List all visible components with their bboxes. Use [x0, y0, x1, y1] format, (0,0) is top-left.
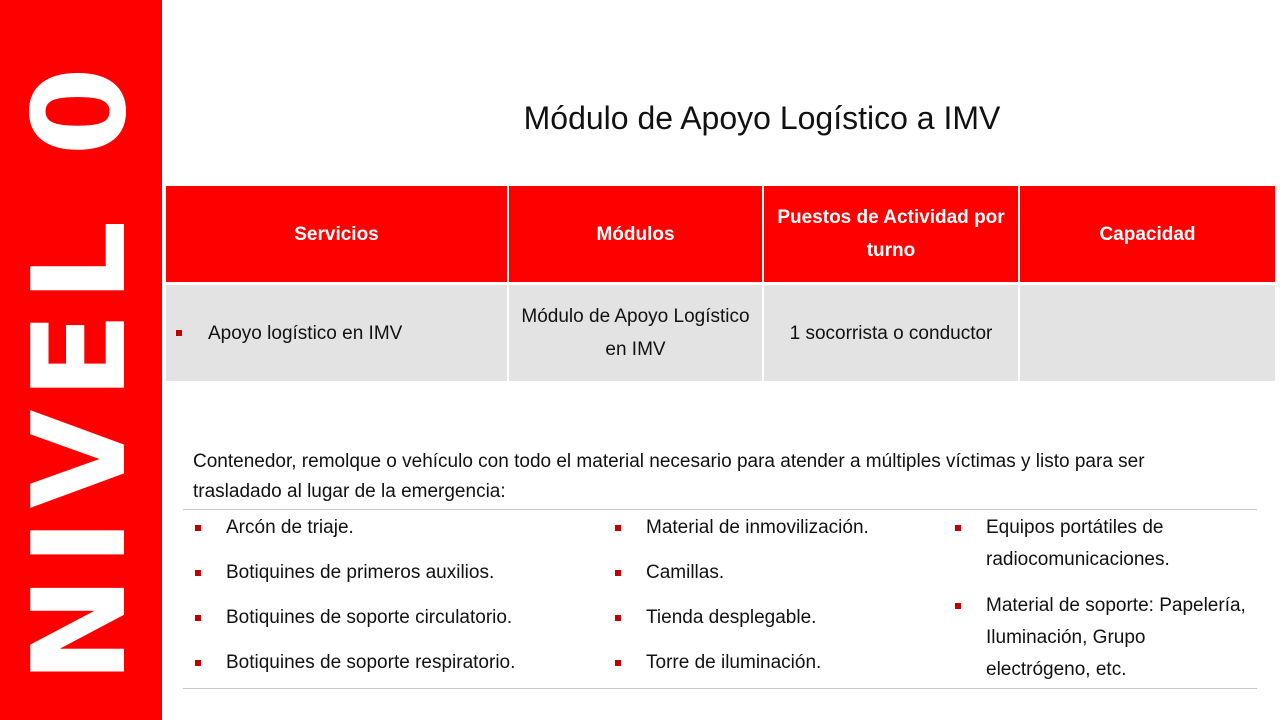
bullet-icon	[955, 603, 961, 609]
header-puestos: Puestos de Actividad por turno	[763, 186, 1019, 284]
services-table	[166, 186, 1275, 381]
slide-title: Módulo de Apoyo Logístico a IMV	[523, 100, 1001, 136]
bullet-icon	[195, 525, 201, 531]
material-column-2	[615, 510, 945, 692]
bullet-icon	[615, 615, 621, 621]
table-header-row	[166, 186, 1275, 284]
list-item	[195, 512, 605, 557]
list-item-text: Botiquines de primeros auxilios.	[226, 562, 495, 583]
material-column-3	[955, 510, 1255, 686]
bullet-icon	[615, 570, 621, 576]
bullet-icon	[615, 660, 621, 666]
material-list	[183, 509, 1257, 689]
list-item-text: Botiquines de soporte circulatorio.	[226, 607, 513, 628]
list-item-text: Equipos portátiles de radiocomunicaciones.	[986, 517, 1170, 570]
bullet-icon	[195, 615, 201, 621]
header-modulos: Módulos	[508, 186, 763, 284]
list-item-text: Torre de iluminación.	[646, 652, 822, 673]
cell-servicio	[166, 284, 508, 382]
list-item-text: Material de inmovilización.	[646, 517, 869, 538]
list-item	[615, 557, 945, 602]
list-item	[615, 602, 945, 647]
bullet-icon	[195, 660, 201, 666]
side-banner	[0, 0, 162, 720]
header-capacidad: Capacidad	[1019, 186, 1275, 284]
list-item-text: Arcón de triaje.	[226, 517, 354, 538]
table-row	[166, 284, 1275, 382]
header-servicios: Servicios	[166, 186, 508, 284]
bullet-icon	[955, 525, 961, 531]
bullet-icon	[615, 525, 621, 531]
list-item	[955, 512, 1255, 576]
side-level-label: NIVEL 0	[6, 56, 155, 684]
list-item-text: Tienda desplegable.	[646, 607, 817, 628]
list-item-text: Botiquines de soporte respiratorio.	[226, 652, 516, 673]
list-item	[195, 602, 605, 647]
bullet-icon	[176, 330, 182, 336]
list-item	[195, 557, 605, 602]
bullet-icon	[195, 570, 201, 576]
cell-modulo: Módulo de Apoyo Logístico en IMV	[508, 284, 763, 382]
cell-servicio-text: Apoyo logístico en IMV	[208, 322, 403, 344]
cell-puestos: 1 socorrista o conductor	[763, 284, 1019, 382]
material-column-1	[195, 510, 605, 692]
list-item-text: Material de soporte: Papelería, Iluminación, Grupo electrógeno, etc.	[986, 595, 1246, 680]
description-text: Contenedor, remolque o vehículo con todo el material necesario para atender a múltiples víctimas y listo para ser trasladado al lugar de la emergencia:	[193, 451, 1145, 502]
list-item	[615, 647, 945, 692]
list-item-text: Camillas.	[646, 562, 725, 583]
list-item	[955, 590, 1255, 686]
cell-capacidad	[1019, 284, 1275, 382]
list-item	[615, 512, 945, 557]
list-item	[195, 647, 605, 692]
